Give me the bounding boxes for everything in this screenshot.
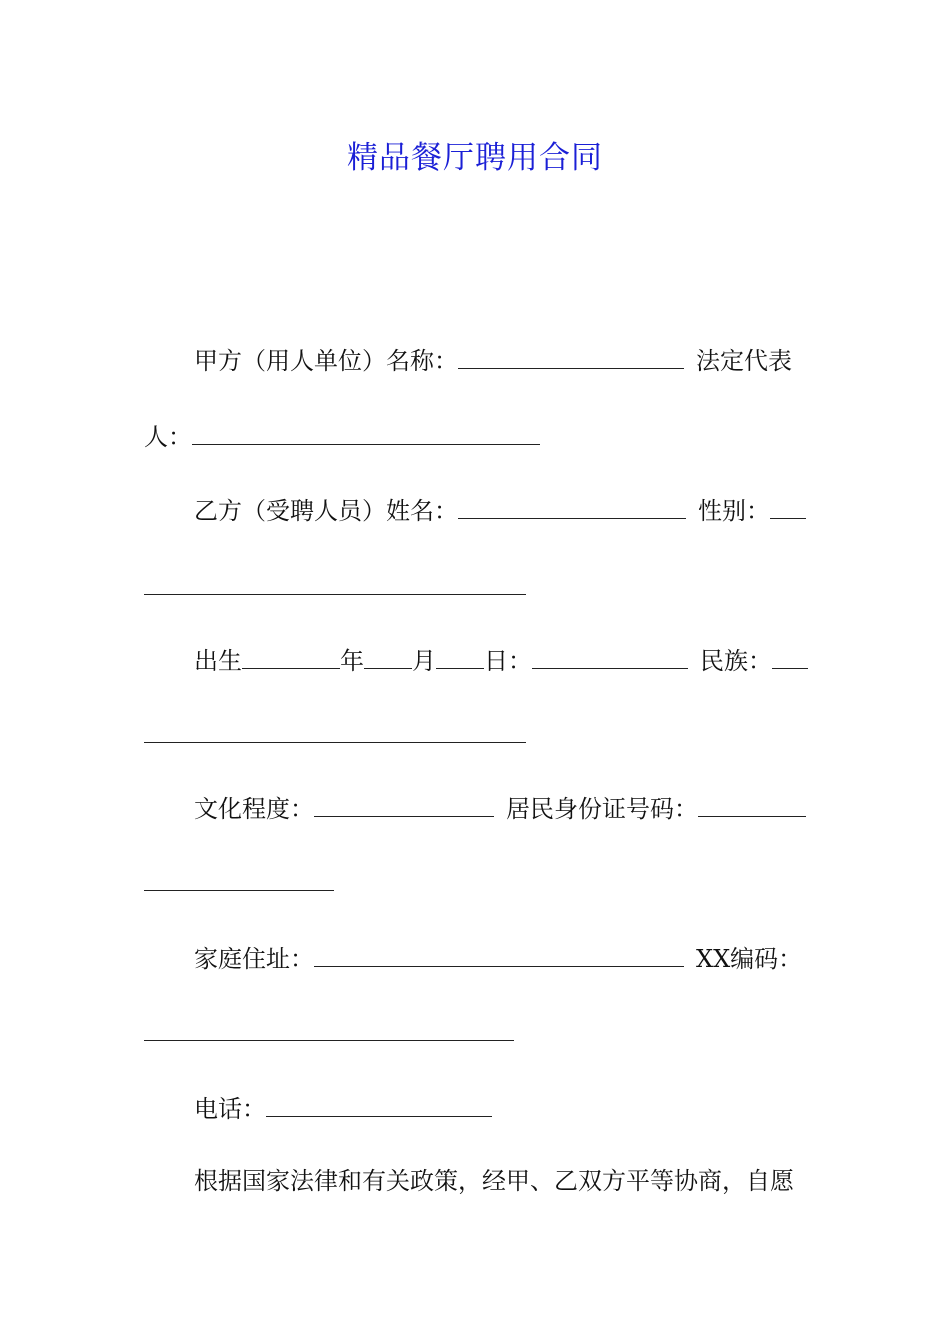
birth-month-blank[interactable] (364, 644, 412, 669)
postcode-label: XX编码： (696, 945, 803, 973)
ethnicity-blank-cont[interactable] (144, 742, 526, 743)
phone-line (194, 1092, 492, 1124)
id-number-blank-cont[interactable] (144, 890, 334, 891)
party-b-line (194, 494, 806, 526)
party-a-line (194, 344, 792, 376)
education-blank[interactable] (314, 792, 494, 817)
birth-year-blank[interactable] (242, 644, 340, 669)
id-number-blank[interactable] (698, 792, 806, 817)
party-a-rep-label-start: 法定代表 (696, 347, 792, 375)
address-line (194, 942, 802, 974)
party-a-rep-label-end: 人： (144, 423, 192, 451)
postcode-blank[interactable] (144, 1040, 514, 1041)
party-b-name-blank[interactable] (458, 494, 686, 519)
birth-month-label: 月 (412, 647, 436, 675)
body-paragraph: 根据国家法律和有关政策，经甲、乙双方平等协商，自愿 (194, 1167, 794, 1195)
document-title: 精品餐厅聘用合同 (347, 140, 603, 176)
birth-extra-blank[interactable] (532, 644, 688, 669)
ethnicity-blank[interactable] (772, 644, 808, 669)
phone-blank[interactable] (266, 1092, 492, 1117)
party-b-gender-label: 性别： (698, 497, 770, 525)
birth-year-label: 年 (340, 647, 364, 675)
birth-day-label: 日： (484, 647, 532, 675)
birth-label: 出生 (194, 647, 242, 675)
party-b-name-label: 乙方（受聘人员）姓名： (194, 497, 458, 525)
party-b-gender-blank[interactable] (770, 494, 806, 519)
birth-day-blank[interactable] (436, 644, 484, 669)
id-number-label: 居民身份证号码： (506, 795, 698, 823)
party-a-rep-blank[interactable] (192, 420, 540, 445)
phone-label: 电话： (194, 1095, 266, 1123)
party-a-name-label: 甲方（用人单位）名称： (194, 347, 458, 375)
ethnicity-label: 民族： (700, 647, 772, 675)
address-blank[interactable] (314, 942, 684, 967)
party-b-gender-blank-cont[interactable] (144, 594, 526, 595)
party-a-rep-line (144, 420, 540, 452)
party-a-name-blank[interactable] (458, 344, 684, 369)
address-label: 家庭住址： (194, 945, 314, 973)
education-line (194, 792, 806, 824)
education-label: 文化程度： (194, 795, 314, 823)
birth-line (194, 644, 808, 676)
